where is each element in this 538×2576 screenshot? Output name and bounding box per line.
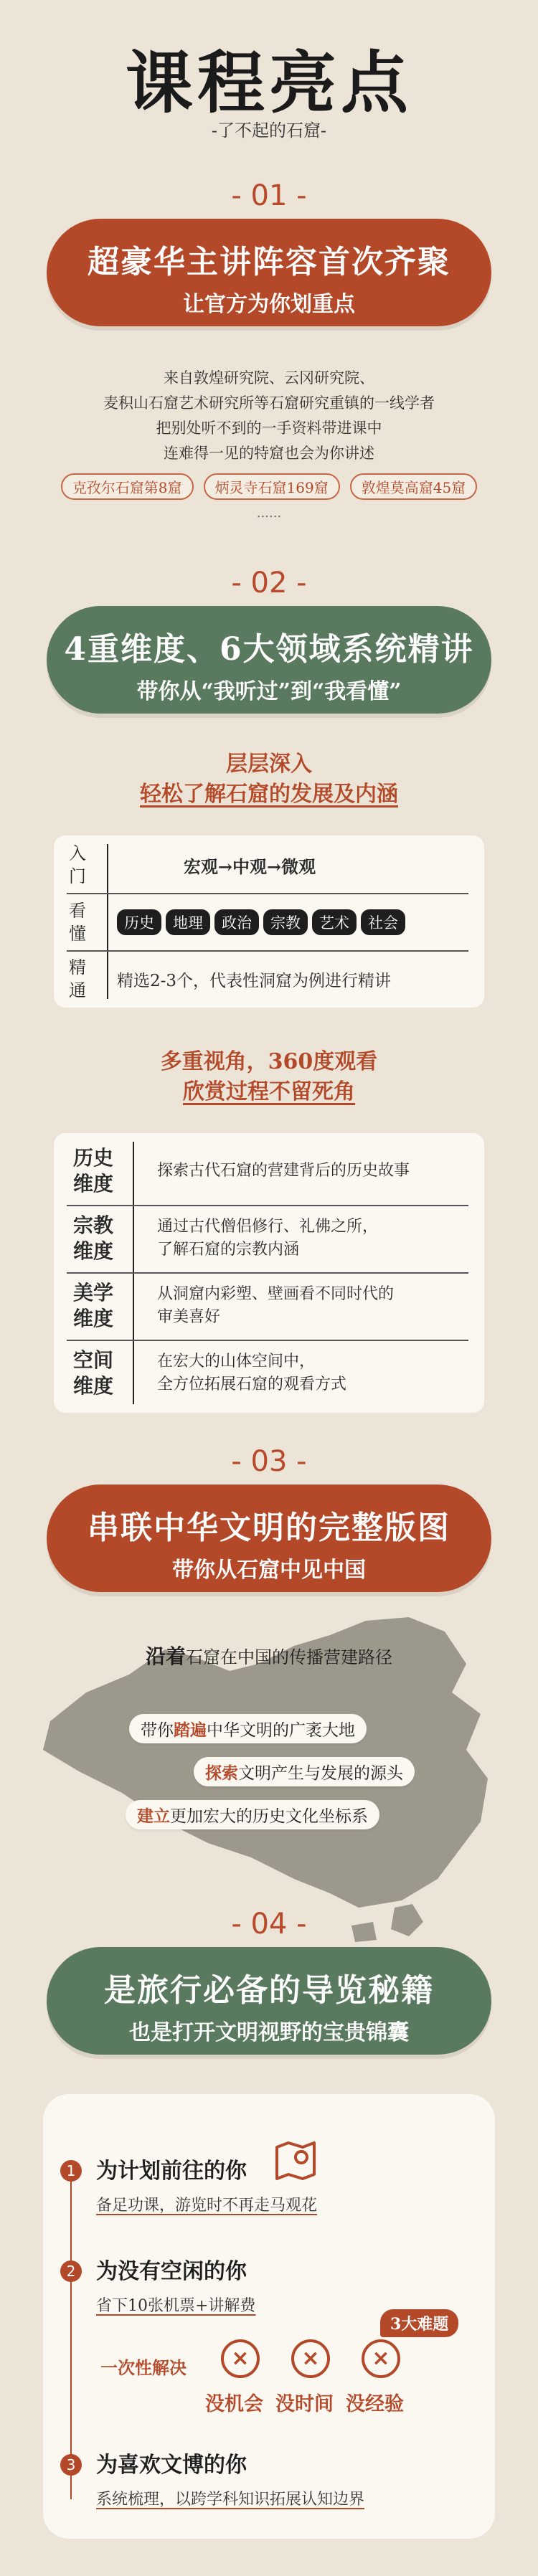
level-label: 精 通 [69,957,86,1000]
levels-card [54,835,484,1008]
audience-heading: 为喜欢文博的你 [96,2453,247,2478]
domain-tag: 艺术 [312,909,357,935]
cave-pill: 炳灵寺石窟169窟 [204,473,340,500]
audience-subtext: 备足功课，游览时不再走马观花 [96,2197,318,2215]
banner-subtitle: 也是打开文明视野的宝贵锦囊 [129,2020,409,2045]
level-row [54,953,484,1005]
levels-heading [0,749,538,810]
map-note: 带你踏遍中华文明的广袤大地 [129,1714,367,1743]
audience-subtext: 系统梳理，以跨学科知识拓展认知边界 [96,2491,365,2509]
audience-subtext: 省下10张机票+讲解费 [96,2297,256,2315]
section-number-01: - 01 - [231,179,307,212]
section-03-banner [47,1484,491,1592]
level-label: 入 门 [69,843,86,886]
problems-badge: 3大难题 [380,2309,458,2337]
banner-title: 4重维度、6大领域系统精讲 [64,631,474,668]
cave-pill: 敦煌莫高窟45窟 [350,473,477,500]
step-number: 1 [60,2160,82,2182]
section-04-banner [47,1947,491,2055]
dimension-row [54,1140,484,1202]
banner-subtitle: 带你从石窟中见中国 [172,1558,366,1583]
domain-tag: 政治 [214,909,259,935]
dimension-text: 在宏大的山体空间中， 全方位拓展石窟的观看方式 [157,1353,347,1393]
heading-line: 层层深入 [226,752,312,777]
dimension-text: 从洞窟内彩塑、壁画看不同时代的 审美喜好 [157,1285,395,1326]
cave-pill-row [0,473,538,500]
cross-circle-icon: × [291,2339,330,2378]
section-number-03: - 03 - [231,1445,307,1478]
heading-line: 轻松了解石窟的发展及内涵 [140,782,398,807]
domain-tag: 宗教 [263,909,308,935]
cross-circle-icon: × [362,2339,400,2378]
map-pin-icon [273,2137,318,2183]
domain-tag: 地理 [166,909,210,935]
banner-title: 串联中华文明的完整版图 [88,1510,450,1546]
map-note: 探索文明产生与发展的源头 [194,1757,415,1786]
map-title: 沿着石窟在中国的传播营建路径 [145,1644,392,1668]
audience-card [43,2094,495,2539]
intro-line: 来自敦煌研究院、云冈研究院、 [164,369,374,387]
section-01-banner [47,219,491,326]
level-text: 宏观→中观→微观 [183,856,316,877]
domain-tag: 社会 [361,909,405,935]
timeline-line [70,2169,72,2499]
step-number: 3 [60,2454,82,2476]
level-row [54,896,484,949]
dimension-row [54,1275,484,1337]
dimension-label: 宗教 维度 [72,1213,113,1263]
step-number: 2 [60,2260,82,2282]
dimension-label: 美学 维度 [72,1281,113,1330]
banner-title: 是旅行必备的导览秘籍 [104,1972,434,2009]
divider [67,1340,468,1341]
dimension-label: 空间 维度 [72,1348,113,1398]
dimension-row [54,1208,484,1269]
audience-heading: 为没有空闲的你 [96,2259,247,2284]
divider [67,1205,468,1206]
problem-label: 没经验 [346,2393,404,2415]
dimension-label: 历史 维度 [72,1146,113,1195]
heading-line: 多重视角，360度观看 [160,1049,378,1074]
level-row [54,840,484,890]
section-02-banner [47,606,491,714]
intro-line: 把别处听不到的一手资料带进课中 [156,420,382,437]
audience-heading: 为计划前往的你 [96,2159,247,2184]
ellipsis: ...... [256,506,282,521]
once-label: 一次性解决 [100,2357,187,2378]
divider [67,950,468,952]
problem-label: 没机会 [205,2393,263,2415]
divider [67,893,468,894]
dimension-text: 探索古代石窟的营建背后的历史故事 [157,1162,410,1180]
dimension-row [54,1343,484,1404]
section-number-04: - 04 - [231,1908,307,1941]
banner-subtitle: 带你从“我听过”到“我看懂” [136,679,402,704]
cross-circle-icon: × [221,2339,260,2378]
section-01-intro [0,366,538,466]
level-text: 精选2-3个，代表性洞窟为例进行精讲 [117,971,392,990]
problem-label: 没时间 [275,2393,334,2415]
divider [67,1272,468,1274]
intro-line: 麦积山石窟艺术研究所等石窟研究重镇的一线学者 [103,394,435,412]
level-label: 看 懂 [69,901,86,944]
intro-line: 连难得一见的特窟也会为你讲述 [164,445,374,462]
heading-line: 欣赏过程不留死角 [183,1079,355,1104]
domain-tag: 历史 [117,909,161,935]
section-number-02: - 02 - [231,567,307,600]
dimensions-heading [0,1047,538,1107]
page-title: 课程亮点 [125,44,412,123]
map-note: 建立更加宏大的历史文化坐标系 [126,1800,379,1829]
domain-tags [101,909,484,935]
cave-pill: 克孜尔石窟第8窟 [61,473,194,500]
banner-title: 超豪华主讲阵容首次齐聚 [88,244,450,280]
page-subtitle: -了不起的石窟- [211,120,327,141]
dimensions-card [54,1133,484,1413]
banner-subtitle: 让官方为你划重点 [183,292,355,317]
dimension-text: 通过古代僧侣修行、礼佛之所， 了解石窟的宗教内涵 [157,1218,379,1259]
